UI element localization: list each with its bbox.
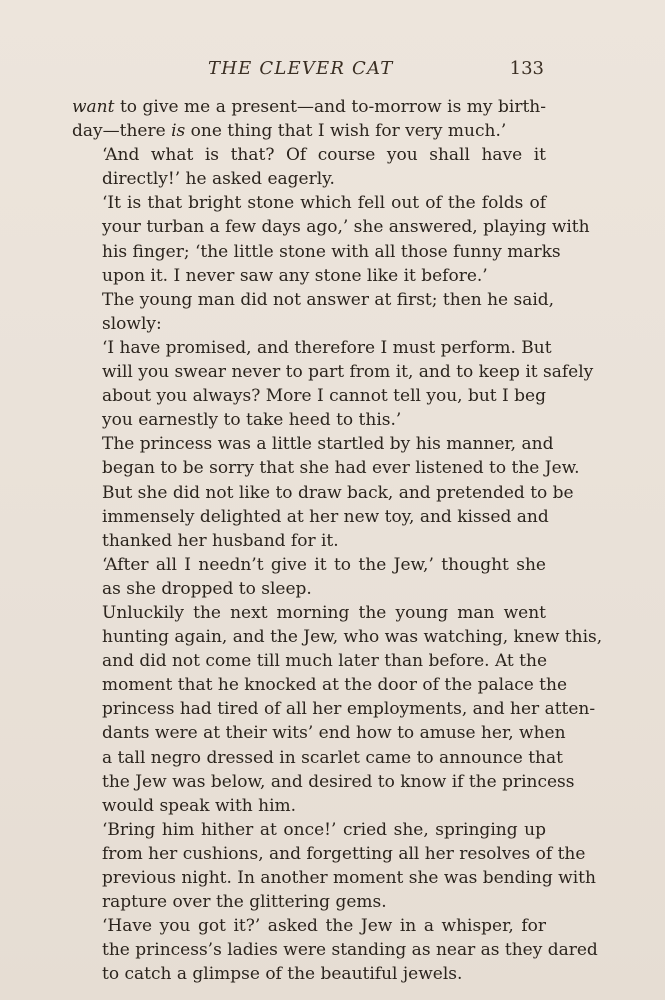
paragraph	[72, 288, 555, 336]
paragraph	[72, 601, 603, 818]
body-text	[72, 95, 603, 986]
paragraph	[72, 191, 590, 287]
text-line: his finger; ‘the little stone with all those funny marks	[102, 241, 561, 262]
text-line: as she dropped to sleep.	[102, 578, 312, 599]
text-line: ‘Bring him hither at once!’ cried she, springing up	[102, 819, 546, 840]
text-line: you earnestly to take heed to this.’	[102, 410, 402, 431]
text-line: day—there is one thing that I wish for very much.’	[72, 121, 507, 142]
running-header	[208, 58, 544, 84]
text-line: your turban a few days ago,’ she answered, playing with	[102, 217, 590, 238]
text-line: would speak with him.	[102, 795, 297, 816]
text-line: began to be sorry that she had ever listened to the Jew.	[102, 458, 580, 479]
text-line: ‘Have you got it?’ asked the Jew in a whisper, for	[102, 916, 546, 937]
text-line: The princess was a little startled by his manner, and	[102, 434, 554, 455]
text-line: the Jew was below, and desired to know if the princess	[102, 771, 575, 792]
text-line: about you always? More I cannot tell you, but I beg	[102, 386, 546, 407]
text-line: But she did not like to draw back, and pretended to be	[102, 482, 574, 503]
text-line: to catch a glimpse of the beautiful jewels.	[102, 964, 463, 985]
text-line: thanked her husband for it.	[102, 530, 339, 551]
text-line: moment that he knocked at the door of the palace the	[102, 675, 568, 696]
text-line: hunting again, and the Jew, who was watching, knew this,	[102, 627, 603, 648]
text-line: previous night. In another moment she was bending with	[102, 868, 596, 888]
emphasis: is	[171, 121, 186, 142]
paragraph	[72, 818, 596, 914]
text-line: slowly:	[102, 313, 162, 334]
paragraph	[72, 336, 594, 432]
emphasis: want	[72, 97, 115, 117]
paragraph	[72, 432, 580, 552]
text-line: upon it. I never saw any stone like it before.’	[102, 265, 488, 286]
text-line: ‘After all I needn’t give it to the Jew,’ thought she	[102, 554, 546, 575]
text-line: will you swear never to part from it, and to keep it safely	[102, 362, 594, 383]
text-line: rapture over the glittering gems.	[102, 892, 387, 913]
header-title: THE CLEVER CAT	[208, 58, 394, 79]
text-line: directly!’ he asked eagerly.	[102, 169, 335, 190]
text-line: immensely delighted at her new toy, and kissed and	[102, 506, 549, 527]
text-line: The young man did not answer at first; then he said,	[102, 289, 555, 310]
paragraph	[72, 914, 598, 986]
text-line: ‘And what is that? Of course you shall have it	[102, 145, 546, 166]
text-line: princess had tired of all her employments, and her atten-	[102, 699, 596, 720]
paragraph	[72, 95, 546, 143]
text-line: ‘It is that bright stone which fell out of the folds of	[102, 193, 546, 214]
paragraph	[72, 553, 546, 601]
text-line: dants were at their wits’ end how to amuse her, when	[102, 723, 566, 744]
paragraph	[72, 143, 546, 191]
text-line: want to give me a present—and to-morrow is my birth-	[72, 97, 546, 117]
text-line: a tall negro dressed in scarlet came to announce that	[102, 747, 563, 768]
text-line: from her cushions, and forgetting all her resolves of the	[102, 843, 586, 864]
text-line: ‘I have promised, and therefore I must perform. But	[102, 337, 552, 358]
text-line: the princess’s ladies were standing as near as they dared	[102, 940, 598, 961]
text-line: and did not come till much later than before. At the	[102, 651, 548, 672]
page-number: 133	[509, 58, 544, 79]
text-line: Unluckily the next morning the young man went	[102, 602, 546, 623]
